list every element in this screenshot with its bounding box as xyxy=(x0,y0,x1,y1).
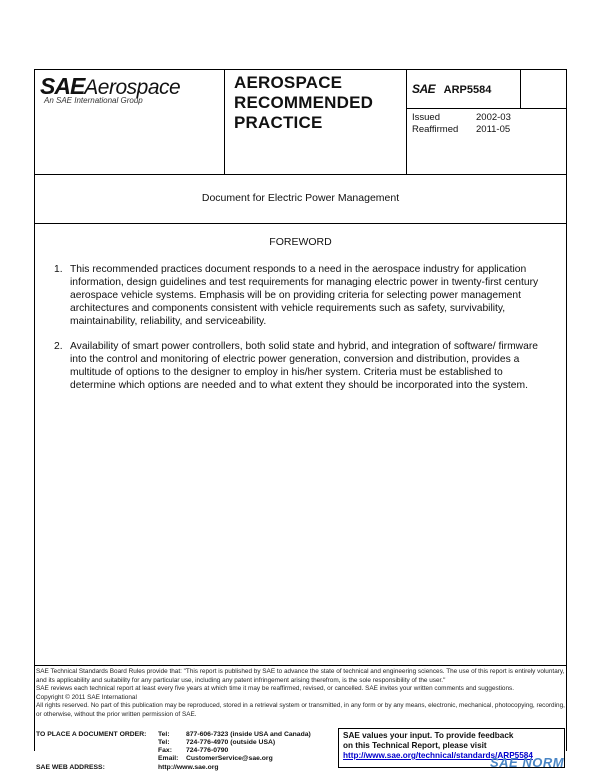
foreword-item-number: 2. xyxy=(54,341,63,352)
title-line-3: PRACTICE xyxy=(234,113,323,132)
title-bottom-border xyxy=(34,223,567,224)
tsb-rules-notice: SAE Technical Standards Board Rules provide that: "This report is published by SAE to advance the state of technical and engineering sciences. The use of this report is entirely voluntary, and its applicability and suitability for any particular use, including any patent infringement arising therefrom, is the sole responsibility of the user." xyxy=(36,668,565,684)
foreword-item-2 xyxy=(54,340,554,406)
docbox-sae-logo: SAE xyxy=(412,82,436,96)
header-divider-1 xyxy=(224,69,225,174)
foreword-item-text: Availability of smart power controllers, both solid state and hybrid, and integration of software/ firmware into the control and monitoring of electric power generation, conversion and distribution, provides a multitude of options to the designer to employ in his/her system. Criteria must be established to determine which options are needed and to what extent they should be incorporated into the system. xyxy=(70,341,538,391)
tel-label-1: Tel: xyxy=(158,731,170,738)
footer-notice xyxy=(36,668,566,720)
fax-label: Fax: xyxy=(158,747,172,754)
tel-value-2: 724-776-4970 (outside USA) xyxy=(186,739,276,746)
tel-value-1: 877-606-7323 (inside USA and Canada) xyxy=(186,731,311,738)
fax-value: 724-776-0790 xyxy=(186,747,229,754)
title-line-1: AEROSPACE xyxy=(234,73,343,92)
document-type-title xyxy=(234,73,373,133)
foreword-item-number: 1. xyxy=(54,264,63,275)
issued-label: Issued xyxy=(412,112,440,123)
title-line-2: RECOMMENDED xyxy=(234,93,374,112)
email-value[interactable]: CustomerService@sae.org xyxy=(186,755,273,762)
copyright-line: Copyright © 2011 SAE International xyxy=(36,693,137,701)
foreword-item-text: This recommended practices document responds to a need in the aerospace industry for application information, design guidelines and test requirements for managing electric power in twenty-first century aerospace vehicle systems. Emphasis will be on providing criteria for selecting power management architectures and components consistent with vehicle requirements such as safety, survivability, maintainability, reliability, and serviceability. xyxy=(70,264,539,327)
feedback-link[interactable]: http://www.sae.org/technical/standards/ARP5584 xyxy=(343,751,533,760)
header-divider-2 xyxy=(406,69,407,174)
page-left-border xyxy=(34,69,35,751)
document-number xyxy=(412,80,491,98)
logo-aerospace-text: Aerospace xyxy=(84,76,181,99)
footer-top-border xyxy=(34,665,567,666)
logo-subtitle: An SAE International Group xyxy=(44,96,143,105)
foreword-heading: FOREWORD xyxy=(269,236,332,248)
docbox-number: ARP5584 xyxy=(443,84,492,96)
document-title: Document for Electric Power Management xyxy=(201,192,400,204)
header-bottom-border xyxy=(34,174,567,175)
tel-label-2: Tel: xyxy=(158,739,170,746)
foreword-item-1 xyxy=(54,263,554,329)
header-top-border xyxy=(34,69,567,70)
rights-notice: All rights reserved. No part of this publication may be reproduced, stored in a retrieval system or transmitted, in any form or by any means, electronic, mechanical, photocopying, recording, or otherwise, without the prior written permission of SAE. xyxy=(36,702,565,718)
page-right-border xyxy=(566,69,567,751)
reaffirmed-label: Reaffirmed xyxy=(412,124,459,135)
review-notice: SAE reviews each technical report at least every five years at which time it may be reaffirmed, revised, or cancelled. SAE invites your written comments and suggestions. xyxy=(36,685,514,693)
web-address[interactable]: http://www.sae.org xyxy=(158,764,219,771)
feedback-line-1: SAE values your input. To provide feedback xyxy=(343,731,514,740)
sae-norm-watermark: SAE NORM xyxy=(490,755,565,770)
email-label: Email: xyxy=(158,755,179,762)
order-label: TO PLACE A DOCUMENT ORDER: xyxy=(36,731,147,738)
web-label: SAE WEB ADDRESS: xyxy=(36,764,105,771)
issued-value: 2002-03 xyxy=(476,112,511,123)
feedback-line-2: on this Technical Report, please visit xyxy=(343,741,487,750)
reaffirmed-value: 2011-05 xyxy=(476,124,511,135)
header-divider-3 xyxy=(520,69,521,109)
docbox-divider xyxy=(406,108,567,109)
logo-sae-text: SAE xyxy=(40,73,85,99)
